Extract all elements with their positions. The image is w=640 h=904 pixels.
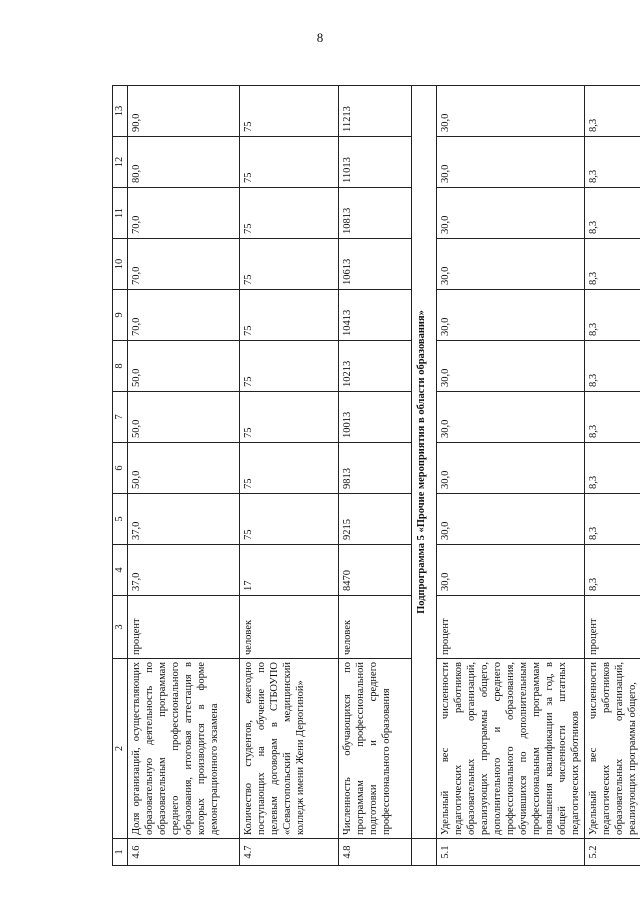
row-number: 4.7 [240, 839, 339, 866]
header-cell: 5 [113, 494, 128, 545]
value-cell: 30,0 [437, 443, 585, 494]
page-number: 8 [316, 30, 324, 45]
value-cell: 75 [240, 494, 339, 545]
value-cell: 37,0 [128, 494, 240, 545]
value-cell: 10813 [339, 188, 412, 239]
value-cell: 50,0 [128, 443, 240, 494]
value-cell: 8,3 [585, 341, 640, 392]
value-cell: 8,3 [585, 545, 640, 596]
unit-cell: процент [128, 596, 240, 659]
value-cell: 17 [240, 545, 339, 596]
value-cell: 8,3 [585, 239, 640, 290]
value-cell: 75 [240, 239, 339, 290]
indicator-name: Доля организаций, осуществляющих образовательную деятельность по образовательным программам среднего профессионального образования, итоговая аттестация в которых производится в форме демонстрационного экзамена [128, 659, 240, 839]
header-cell: 12 [113, 137, 128, 188]
subprogram-title: Подпрограмма 5 «Прочие мероприятия в области образования» [412, 86, 437, 839]
value-cell: 90,0 [128, 86, 240, 137]
header-cell: 10 [113, 239, 128, 290]
indicator-name: Количество студентов, ежегодно поступающих на обучение по целевым договорам в СТБОУПО «Севастопольский медицинский колледж имени Жени Дерюгиной» [240, 659, 339, 839]
subprogram-row [412, 86, 437, 866]
unit-cell: человек [240, 596, 339, 659]
value-cell: 75 [240, 188, 339, 239]
indicator-name: Удельный вес численности педагогических работников образовательных организаций, реализующих программы общего, дополнительного и среднего профессионального образования, обучившихся по дополнительным профессиональным программам повышения квалификации за год, в общей численности штатных педагогических работников [437, 659, 585, 839]
value-cell: 8,3 [585, 443, 640, 494]
value-cell: 70,0 [128, 239, 240, 290]
table-row [339, 86, 412, 866]
unit-cell: процент [585, 596, 640, 659]
header-cell: 4 [113, 545, 128, 596]
value-cell: 75 [240, 341, 339, 392]
row-number: 4.8 [339, 839, 412, 866]
value-cell: 75 [240, 290, 339, 341]
value-cell: 50,0 [128, 392, 240, 443]
indicators-table [112, 85, 640, 866]
table-row [437, 86, 585, 866]
header-cell: 9 [113, 290, 128, 341]
value-cell: 30,0 [437, 239, 585, 290]
indicator-name: Численность обучающихся по программам профессиональной подготовки и среднего профессионального образования [339, 659, 412, 839]
value-cell: 8,3 [585, 86, 640, 137]
table-row [585, 86, 640, 866]
row-number: 4.6 [128, 839, 240, 866]
header-cell: 3 [113, 596, 128, 659]
header-cell: 13 [113, 86, 128, 137]
value-cell: 11213 [339, 86, 412, 137]
table-header-row [113, 86, 128, 866]
subprogram-spacer [412, 839, 437, 866]
value-cell: 75 [240, 443, 339, 494]
value-cell: 8,3 [585, 290, 640, 341]
value-cell: 70,0 [128, 290, 240, 341]
header-cell: 2 [113, 659, 128, 839]
value-cell: 37,0 [128, 545, 240, 596]
value-cell: 10613 [339, 239, 412, 290]
value-cell: 11013 [339, 137, 412, 188]
value-cell: 70,0 [128, 188, 240, 239]
header-cell: 8 [113, 341, 128, 392]
value-cell: 30,0 [437, 341, 585, 392]
header-cell: 1 [113, 839, 128, 866]
value-cell: 80,0 [128, 137, 240, 188]
value-cell: 75 [240, 86, 339, 137]
header-cell: 6 [113, 443, 128, 494]
value-cell: 10013 [339, 392, 412, 443]
value-cell: 50,0 [128, 341, 240, 392]
value-cell: 30,0 [437, 86, 585, 137]
value-cell: 30,0 [437, 545, 585, 596]
value-cell: 30,0 [437, 137, 585, 188]
value-cell: 75 [240, 137, 339, 188]
value-cell: 9215 [339, 494, 412, 545]
unit-cell: человек [339, 596, 412, 659]
row-number: 5.1 [437, 839, 585, 866]
value-cell: 8470 [339, 545, 412, 596]
value-cell: 30,0 [437, 188, 585, 239]
header-cell: 11 [113, 188, 128, 239]
indicator-name: Удельный вес численности педагогических работников образовательных организаций, реализующих программы общего, [585, 659, 640, 839]
rotated-table-container [112, 86, 638, 866]
value-cell: 10413 [339, 290, 412, 341]
value-cell: 30,0 [437, 494, 585, 545]
value-cell: 30,0 [437, 290, 585, 341]
value-cell: 8,3 [585, 137, 640, 188]
value-cell: 9813 [339, 443, 412, 494]
value-cell: 8,3 [585, 188, 640, 239]
unit-cell: процент [437, 596, 585, 659]
value-cell: 30,0 [437, 392, 585, 443]
value-cell: 75 [240, 392, 339, 443]
value-cell: 8,3 [585, 494, 640, 545]
value-cell: 10213 [339, 341, 412, 392]
header-cell: 7 [113, 392, 128, 443]
table-row [128, 86, 240, 866]
value-cell: 8,3 [585, 392, 640, 443]
row-number: 5.2 [585, 839, 640, 866]
table-row [240, 86, 339, 866]
